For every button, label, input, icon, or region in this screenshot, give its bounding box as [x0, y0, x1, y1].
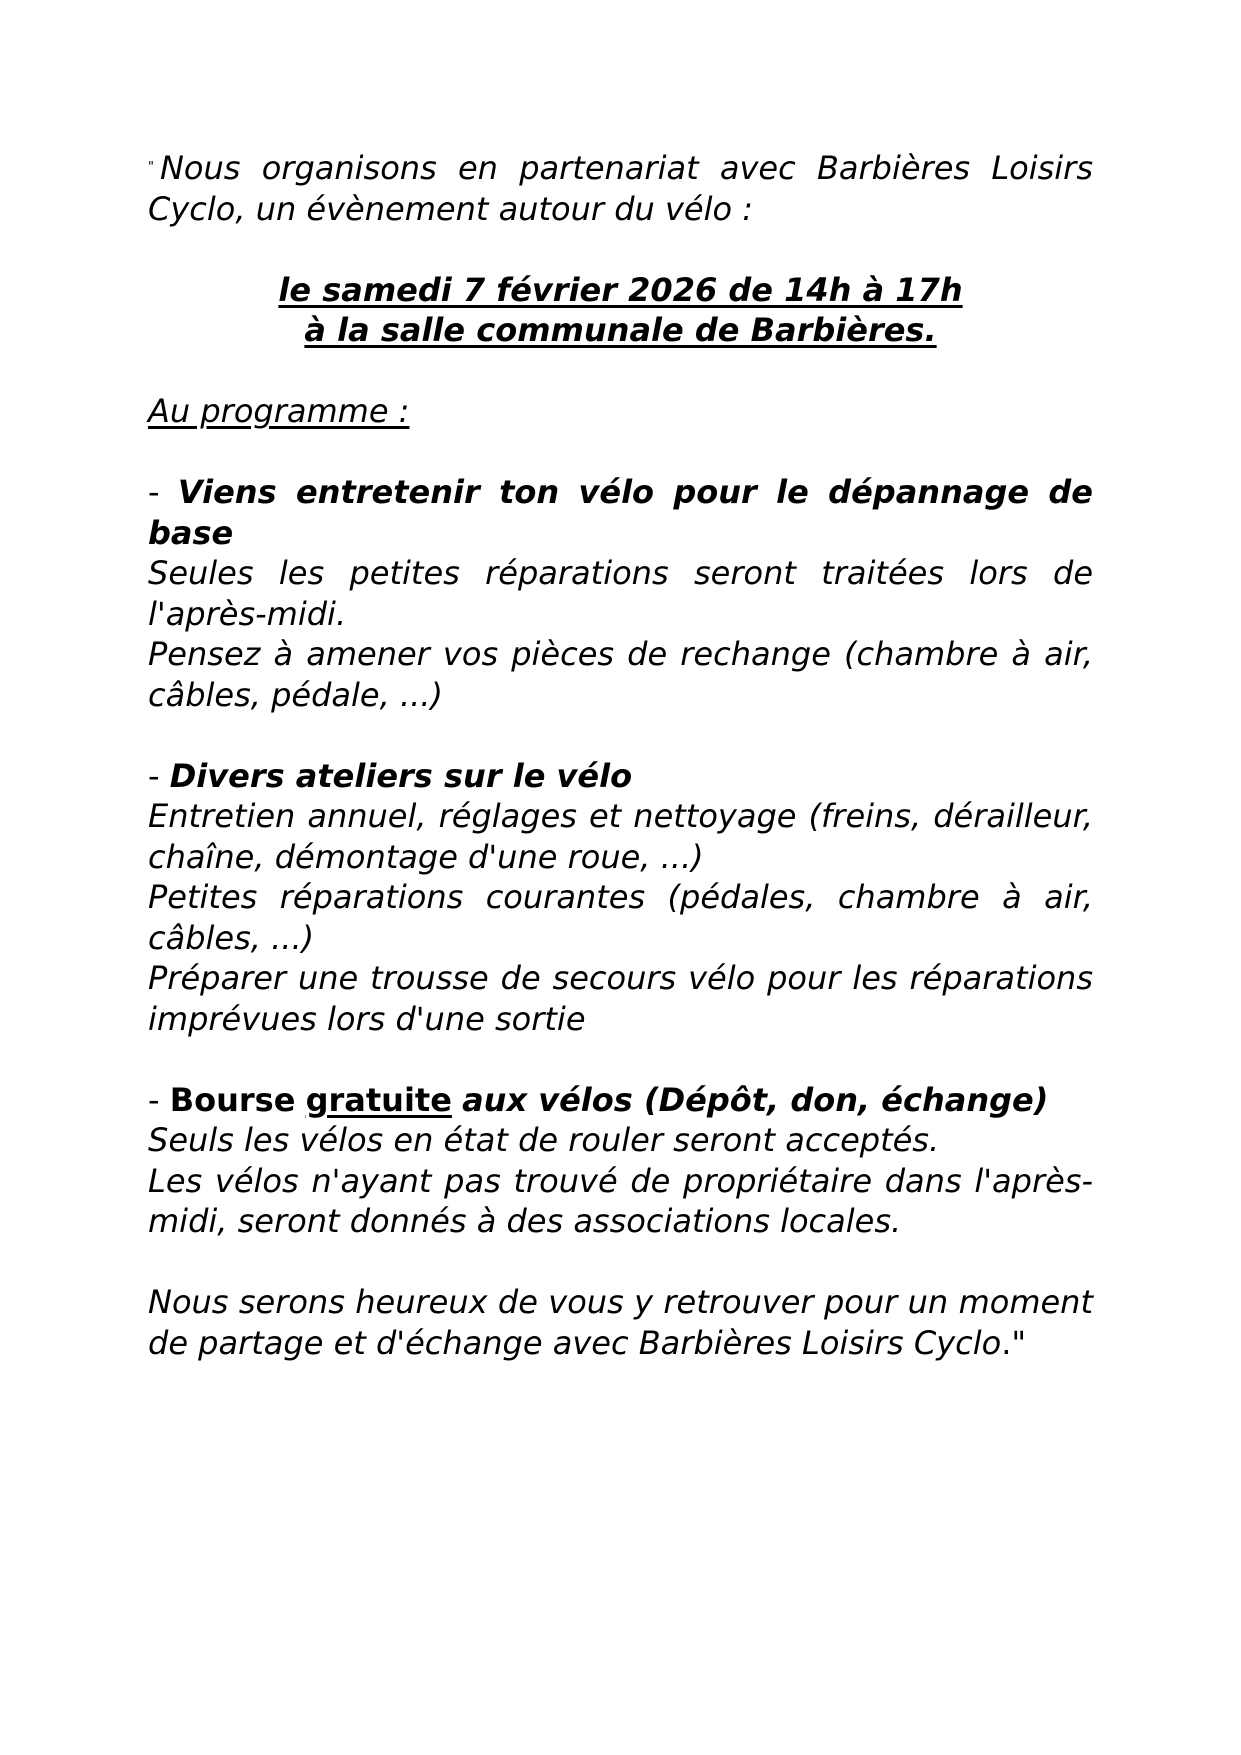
spacer: [148, 1039, 1093, 1080]
spacer: [148, 229, 1093, 270]
dash: -: [148, 756, 160, 795]
section-title-start: Bourse: [169, 1080, 296, 1119]
section-title-free: gratuite: [305, 1080, 452, 1119]
closing-text: Nous serons heureux de vous y retrouver pour un moment de partage et d'échange avec Barbières Loisirs Cyclo: [148, 1283, 1093, 1362]
section-title-text: Viens entretenir ton vélo pour le dépannage de base: [148, 473, 1094, 552]
open-quote: ": [148, 160, 154, 176]
section-title-maintenance: [148, 472, 1093, 553]
section-title-end: aux vélos (Dépôt, don, échange): [462, 1080, 1049, 1119]
section-line: Les vélos n'ayant pas trouvé de propriétaire dans l'après-midi, seront donnés à des associations locales.: [148, 1161, 1093, 1241]
intro-text: Nous organisons en partenariat avec Barbières Loisirs Cyclo, un évènement autour du vélo :: [148, 149, 1093, 228]
section-line: Pensez à amener vos pièces de rechange (chambre à air, câbles, pédale, ...): [148, 635, 1093, 714]
dash: -: [148, 1080, 160, 1119]
spacer: [148, 351, 1093, 392]
section-line: Entretien annuel, réglages et nettoyage (freins, dérailleur, chaîne, démontage d'une roue, ...): [148, 797, 1093, 876]
event-place: à la salle communale de Barbières.: [304, 311, 937, 350]
section-title-bike-exchange: [148, 1080, 1093, 1121]
spacer: [148, 1242, 1093, 1283]
intro-paragraph: [148, 148, 1093, 229]
programme-label: Au programme :: [148, 392, 410, 431]
closing-end: .": [1001, 1323, 1027, 1362]
spacer: [148, 432, 1093, 473]
event-date: le samedi 7 février 2026 de 14h à 17h: [278, 270, 963, 309]
section-line: Préparer une trousse de secours vélo pour les réparations imprévues lors d'une sortie: [148, 959, 1093, 1038]
section-line: Seuls les vélos en état de rouler seront acceptés.: [148, 1121, 940, 1160]
section-line: Seules les petites réparations seront traitées lors de l'après-midi.: [148, 554, 1093, 633]
section-title-text: Divers ateliers sur le vélo: [169, 756, 633, 795]
programme-heading: [148, 391, 1093, 432]
spacer: [148, 715, 1093, 756]
closing-paragraph: [148, 1282, 1093, 1363]
section-title-workshops: [148, 756, 1093, 797]
document-page: [148, 148, 1093, 1363]
dash: -: [148, 473, 160, 512]
section-line: Petites réparations courantes (pédales, chambre à air, câbles, ...): [148, 878, 1093, 957]
